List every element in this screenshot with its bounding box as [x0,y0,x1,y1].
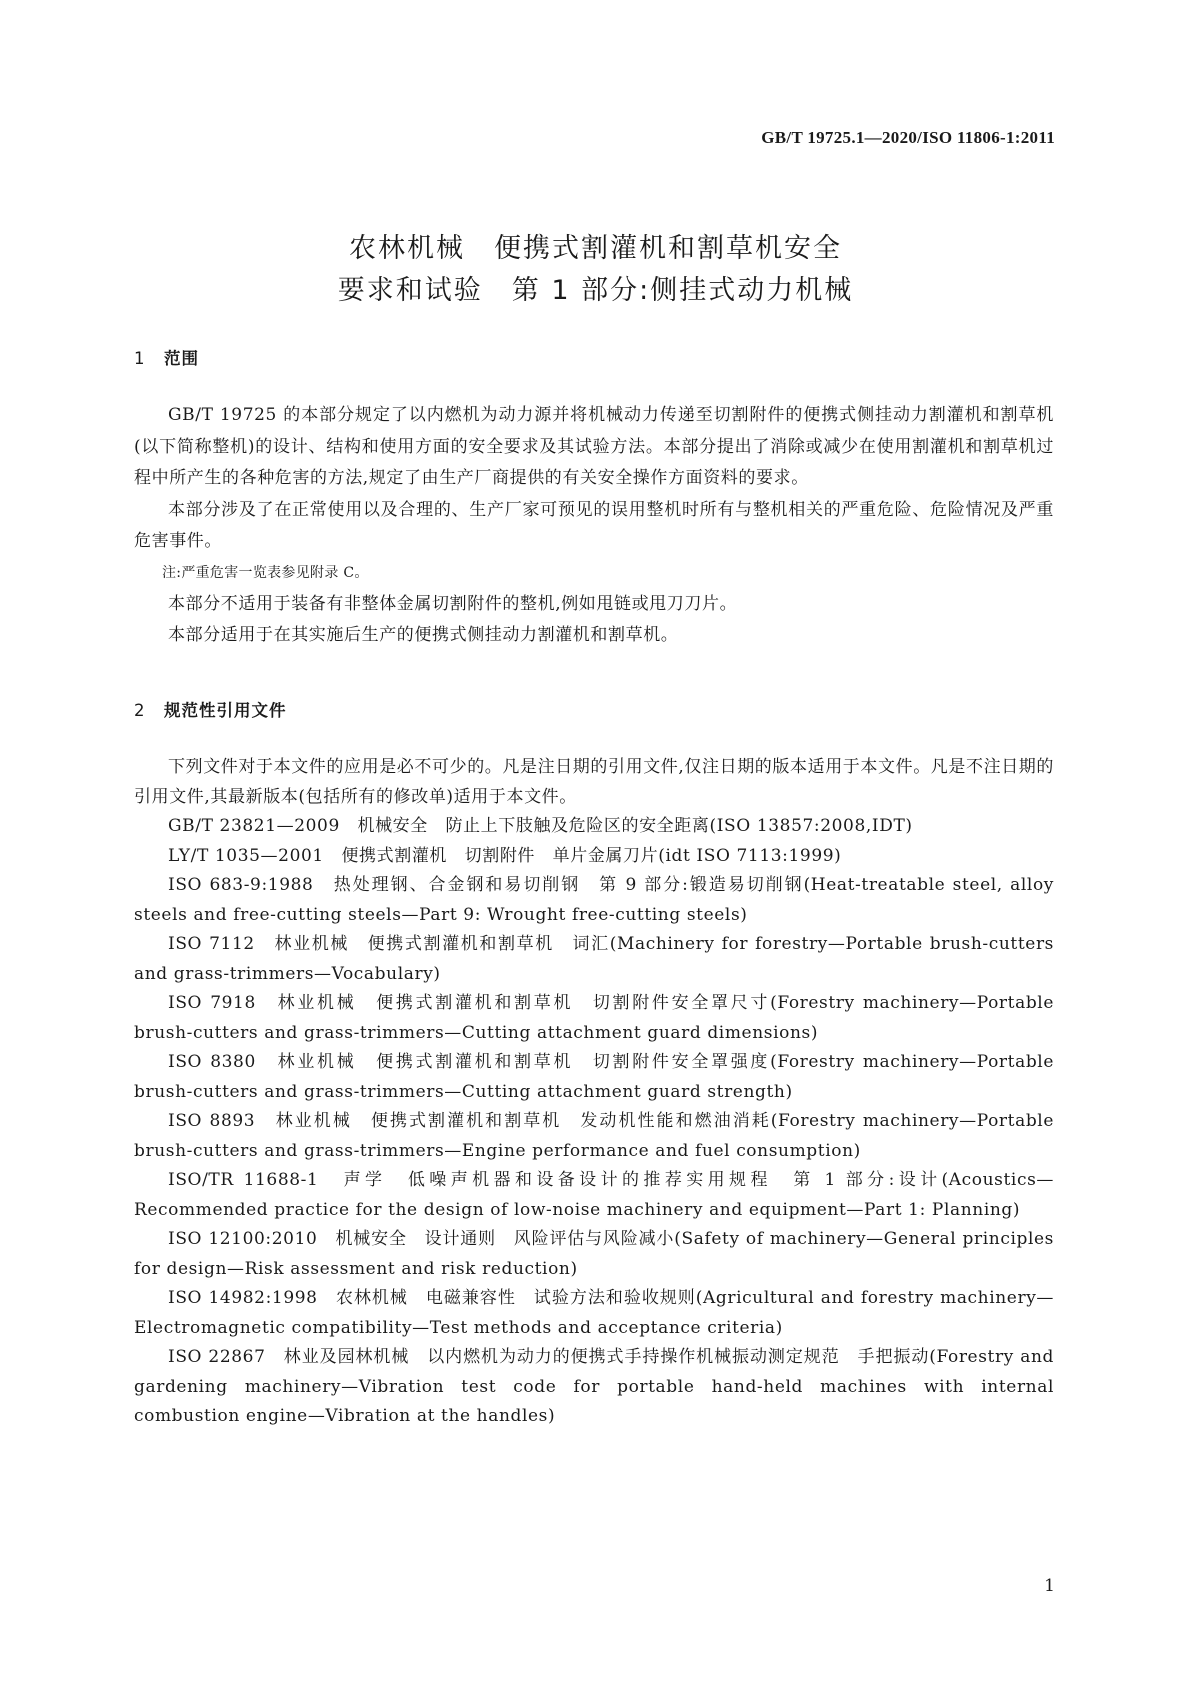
title-line-2: 要求和试验 第 1 部分:侧挂式动力机械 [337,275,854,306]
reference-item: ISO 8893 林业机械 便携式割灌机和割草机 发动机性能和燃油消耗(Forestry machinery—Portable brush-cutters and grass-trimmers—Engine performance and fuel consumption) [134,1111,1054,1161]
reference-item: LY/T 1035—2001 便携式割灌机 切割附件 单片金属刀片(idt ISO 7113:1999) [168,845,842,866]
section-1-body [134,400,1054,652]
title-line-1: 农林机械 便携式割灌机和割草机安全 [349,233,842,264]
reference-item: ISO/TR 11688-1 声学 低噪声机器和设备设计的推荐实用规程 第 1 部分:设计(Acoustics—Recommended practice for the design of low-noise machinery and equipment—Part 1: Planning) [134,1170,1054,1220]
section-1-number: 1 [134,349,146,368]
scope-note: 注:严重危害一览表参见附录 C。 [162,564,369,581]
reference-item: ISO 7918 林业机械 便携式割灌机和割草机 切割附件安全罩尺寸(Forestry machinery—Portable brush-cutters and grass-trimmers—Cutting attachment guard dimensions) [134,993,1054,1043]
section-2-title: 规范性引用文件 [164,701,287,720]
scope-paragraph-4: 本部分适用于在其实施后生产的便携式侧挂动力割灌机和割草机。 [168,625,679,645]
document-title [0,228,1191,312]
reference-item: ISO 683-9:1988 热处理钢、合金钢和易切削钢 第 9 部分:锻造易切削钢(Heat-treatable steel, alloy steels and free-cutting steels—Part 9: Wrought free-cutting steels) [134,875,1054,925]
reference-item: ISO 14982:1998 农林机械 电磁兼容性 试验方法和验收规则(Agricultural and forestry machinery—Electromagnetic compatibility—Test methods and acceptance criteria) [134,1288,1054,1338]
section-1-heading [134,345,199,369]
scope-paragraph-1: GB/T 19725 的本部分规定了以内燃机为动力源并将机械动力传递至切割附件的便携式侧挂动力割灌机和割草机(以下简称整机)的设计、结构和使用方面的安全要求及其试验方法。本部分提出了消除或减少在使用割灌机和割草机过程中所产生的各种危害的方法,规定了由生产厂商提供的有关安全操作方面资料的要求。 [134,405,1054,488]
reference-item: ISO 8380 林业机械 便携式割灌机和割草机 切割附件安全罩强度(Forestry machinery—Portable brush-cutters and grass-trimmers—Cutting attachment guard strength) [134,1052,1054,1102]
section-2-body [134,753,1054,1432]
scope-paragraph-2: 本部分涉及了在正常使用以及合理的、生产厂家可预见的误用整机时所有与整机相关的严重危险、危险情况及严重危害事件。 [134,499,1054,551]
section-2-number: 2 [134,701,146,720]
standard-code: GB/T 19725.1—2020/ISO 11806-1:2011 [761,128,1055,147]
section-1-title: 范围 [164,349,199,368]
page-number: 1 [1044,1576,1055,1596]
reference-item: GB/T 23821—2009 机械安全 防止上下肢触及危险区的安全距离(ISO 13857:2008,IDT) [168,816,913,836]
references-intro: 下列文件对于本文件的应用是必不可少的。凡是注日期的引用文件,仅注日期的版本适用于本文件。凡是不注日期的引用文件,其最新版本(包括所有的修改单)适用于本文件。 [134,757,1055,807]
reference-item: ISO 7112 林业机械 便携式割灌机和割草机 词汇(Machinery for forestry—Portable brush-cutters and grass-trimmers—Vocabulary) [134,934,1054,984]
reference-item: ISO 12100:2010 机械安全 设计通则 风险评估与风险减小(Safety of machinery—General principles for design—Risk assessment and risk reduction) [134,1229,1054,1279]
section-2-heading [134,697,287,721]
reference-item: ISO 22867 林业及园林机械 以内燃机为动力的便携式手持操作机械振动测定规范 手把振动(Forestry and gardening machinery—Vibration test code for portable hand-held machines with internal combustion engine—Vibration at the handles) [134,1347,1054,1426]
scope-paragraph-3: 本部分不适用于装备有非整体金属切割附件的整机,例如甩链或甩刀刀片。 [168,593,738,614]
